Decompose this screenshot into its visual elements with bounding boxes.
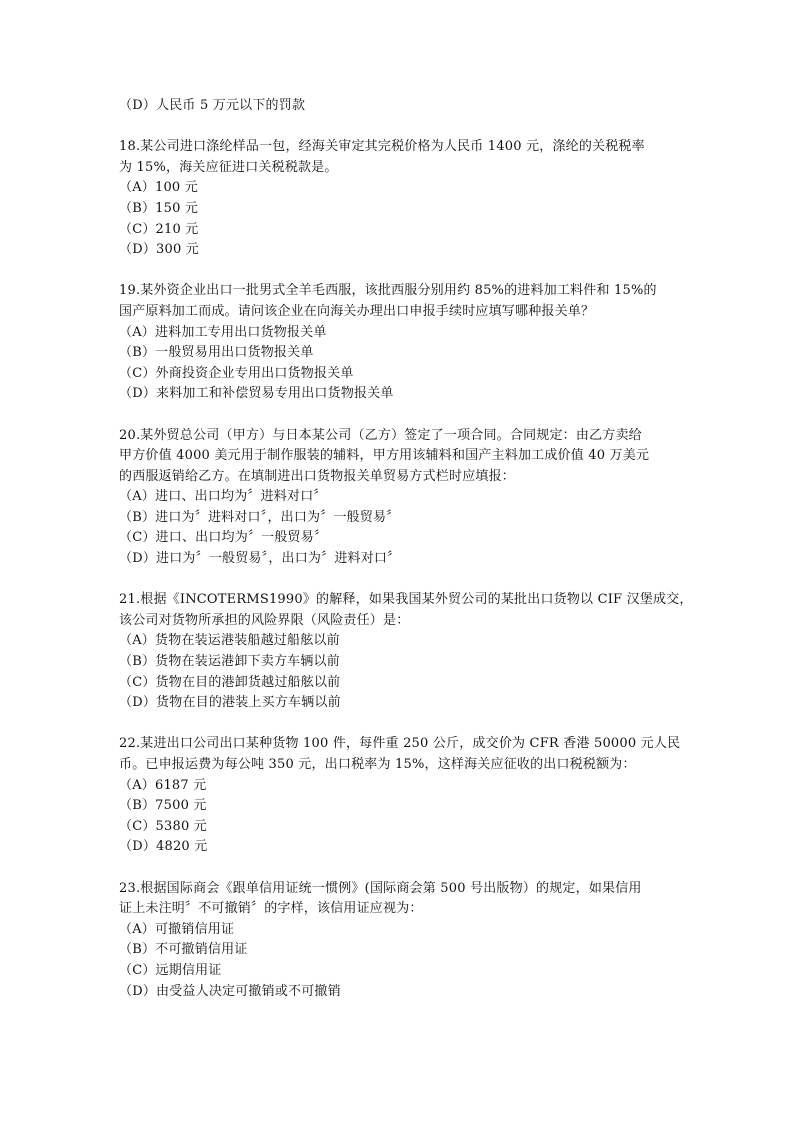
question-text-line: 18.某公司进口涤纶样品一包，经海关审定其完税价格为人民币 1400 元，涤纶的关税税率	[119, 139, 645, 155]
question-text-line: 甲方价值 4000 美元用于制作服装的辅料，甲方用该辅料和国产主料加工成价值 40 万美元	[119, 448, 650, 464]
option-b: （B）一般贸易用出口货物报关单	[119, 345, 314, 361]
option-a: （A）可撤销信用证	[119, 921, 235, 937]
spacer	[119, 261, 679, 282]
question-text-line: 19.某外资企业出口一批男式全羊毛西服，该批西服分别用约 85%的进料加工料件和 15%的	[119, 283, 657, 299]
option-a: （A）货物在装运港装船越过船舷以前	[119, 633, 340, 649]
option-b: （B）150 元	[119, 200, 199, 216]
option-a: （A）100 元	[119, 180, 198, 196]
question-text-line: 的西服返销给乙方。在填制进出口货物报关单贸易方式栏时应填报：	[119, 468, 516, 484]
option-d: （D）货物在目的港装上买方车辆以前	[119, 695, 341, 711]
question-text-line: 该公司对货物所承担的风险界限（风险责任）是：	[119, 612, 410, 628]
option-b: （B）进口为〞进料对口〞，出口为〞一般贸易〞	[119, 509, 400, 525]
question-text-line: 20.某外贸总公司（甲方）与日本某公司（乙方）签定了一项合同。合同规定：由乙方卖给	[119, 427, 642, 443]
spacer	[119, 117, 679, 138]
option-d: （D）4820 元	[119, 839, 208, 855]
question-text-line: 23.根据国际商会《跟单信用证统一惯例》(国际商会第 500 号出版物）的规定，如果信用	[119, 880, 642, 896]
question-text-line: 币。已申报运费为每公吨 350 元，出口税率为 15%，这样海关应征收的出口税税额为：	[119, 757, 636, 772]
question-text-line: 证上未注明〞不可撤销〞的字样，该信用证应视为：	[119, 901, 423, 917]
question-text-line: 22.某进出口公司出口某种货物 100 件，每件重 250 公斤，成交价为 CFR 香港 50000 元人民	[119, 736, 681, 752]
spacer	[119, 405, 679, 426]
spacer	[119, 858, 679, 879]
option-a: （A）进口、出口均为〞进料对口〞	[119, 489, 327, 505]
question-18	[119, 137, 679, 261]
option-c: （C）远期信用证	[119, 962, 222, 978]
option-d: （D）进口为〞一般贸易〞，出口为〞进料对口〞	[119, 551, 401, 567]
option-b: （B）货物在装运港卸下卖方车辆以前	[119, 654, 340, 670]
option-c: （C）进口、出口均为〞一般贸易〞	[119, 530, 328, 546]
option-c: （C）外商投资企业专用出口货物报关单	[119, 365, 354, 381]
option-c: （C）210 元	[119, 221, 199, 237]
question-text-line: 为 15%，海关应征进口关税税款是。	[119, 159, 338, 175]
question-22	[119, 734, 679, 858]
option-c: （C）5380 元	[119, 818, 207, 834]
spacer	[119, 570, 679, 591]
question-text-line: 国产原料加工而成。请问该企业在向海关办理出口申报手续时应填写哪种报关单？	[119, 303, 595, 319]
option-d: （D）300 元	[119, 242, 199, 258]
option-c: （C）货物在目的港卸货越过船舷以前	[119, 674, 341, 690]
spacer	[119, 714, 679, 735]
option-b: （B）7500 元	[119, 798, 207, 814]
question-list	[119, 96, 693, 1002]
question-23	[119, 879, 679, 1003]
option-a: （A）6187 元	[119, 777, 207, 793]
question-20	[119, 426, 679, 570]
option-d: （D）来料加工和补偿贸易专用出口货物报关单	[119, 386, 394, 402]
previous-question-option-d: （D）人民币 5 万元以下的罚款	[119, 98, 306, 113]
question-text-line: 21.根据《INCOTERMS1990》的解释，如果我国某外贸公司的某批出口货物以 CIF 汉堡成交，	[119, 592, 693, 608]
option-d: （D）由受益人决定可撤销或不可撤销	[119, 983, 341, 999]
question-21	[119, 590, 693, 714]
option-a: （A）进料加工专用出口货物报关单	[119, 324, 327, 340]
option-b: （B）不可撤销信用证	[119, 942, 248, 958]
question-19	[119, 281, 679, 405]
